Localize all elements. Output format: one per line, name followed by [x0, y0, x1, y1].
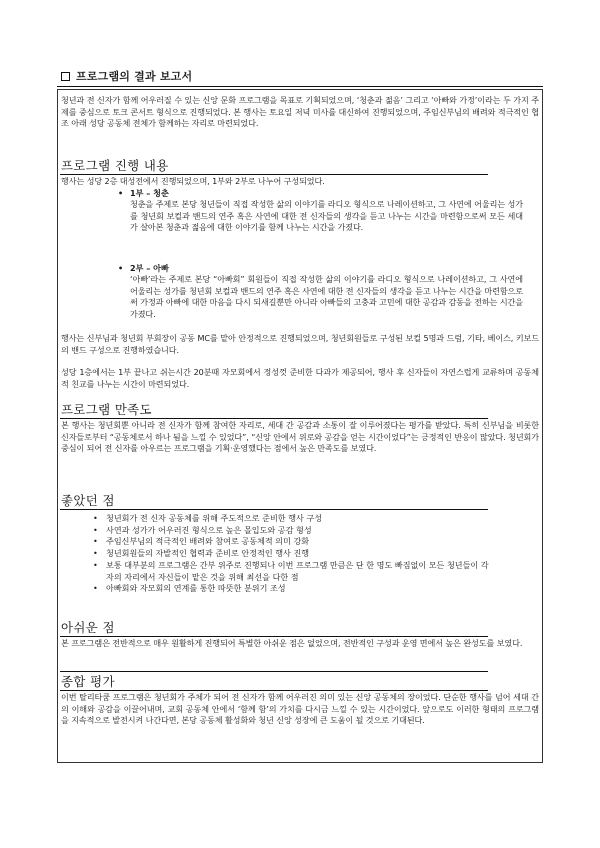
title-rule	[57, 86, 543, 87]
part1-title: • 1부 – 청춘	[118, 188, 169, 198]
section-heading-satisfaction: 프로그램 만족도	[61, 402, 152, 417]
section-rule-overall-top	[60, 671, 488, 672]
section-heading-progress: 프로그램 진행 내용	[61, 158, 169, 173]
part1-body: 청춘을 주제로 본당 청년들이 직접 작성한 삶의 이야기를 라디오 형식으로 나레이션하고, 그 사연에 어울리는 성가를 청년회 보컬과 밴드의 연주 혹은 사연에 대한 전 신자들의 생각을 듣고 나누는 시간을 마련함으로써 모든 세대가 살아본 청춘과 젊음에 대한 이야기를 함께 나누는 시간을 가졌다.	[130, 199, 523, 233]
satisfaction-body: 본 행사는 청년회뿐 아니라 전 신자가 함께 참여한 자리로, 세대 간 공감과 소통이 잘 이루어졌다는 평가를 받았다. 특히 신부님을 비롯한 신자들로부터 “공동체로서 하나 됨을 느낄 수 있었다”, “신앙 안에서 위로와 공감을 얻는 시간이었다”는 긍정적인 반응이 많았다. 청년회가 중심이 되어 전 신자를 아우르는 프로그램을 기획·운영했다는 점에서 높은 만족도를 보였다.	[61, 420, 539, 453]
list-item: • 청년회원들의 자발적인 협력과 준비로 안정적인 행사 진행	[93, 548, 310, 559]
overall-body: 이번 탈리타쿰 프로그램은 청년회가 주체가 되어 전 신자가 함께 어우러진 의미 있는 신앙 공동체의 장이었다. 단순한 행사를 넘어 세대 간의 이해와 공감을 이끌어내며, 교회 공동체 안에서 ‘함께 함’의 가치를 다시금 느낄 수 있는 시간이었다. 앞으로도 이러한 형태의 프로그램을 지속적으로 발전시켜 나간다면, 본당 공동체 활성화와 청년 신앙 성장에 큰 도움이 될 것으로 기대된다.	[61, 692, 539, 725]
section-heading-good: 좋았던 점	[61, 493, 115, 508]
section-rule-progress	[60, 174, 488, 175]
regret-body: 본 프로그램은 전반적으로 매우 원활하게 진행되어 특별한 아쉬운 점은 없었으며, 전반적인 구성과 운영 면에서 높은 완성도를 보였다.	[61, 638, 523, 648]
section-rule-satisfaction	[60, 418, 488, 419]
intro-paragraph: 청년과 전 신자가 함께 어우러질 수 있는 신앙 문화 프로그램을 목표로 기획되었으며, ‘청춘과 젊음’ 그리고 ‘아빠와 가정’이라는 두 가지 주제를 중심으로 토크 콘서트 형식으로 진행되었다. 본 행사는 토요일 저녁 미사를 대신하여 진행되었으며, 주임신부님의 배려와 적극적인 협조 아래 성당 공동체 전체가 함께하는 자리로 마련되었다.	[61, 95, 539, 128]
list-item: • 보통 대부분의 프로그램은 간부 위주로 진행되나 이번 프로그램 만큼은 단 한 명도 빠짐없이 모든 청년들이 각자의 자리에서 자신들이 맡은 것을 위해 최선을 다한 점	[93, 559, 489, 582]
progress-after-paragraph: 성당 1층에서는 1부 끝나고 쉬는시간 20분때 자모회에서 정성껏 준비한 다과가 제공되어, 행사 후 신자들이 자연스럽게 교류하며 공동체적 친교를 나누는 시간이 마련되었다.	[61, 367, 539, 389]
document-title-text: 프로그램의 결과 보고서	[76, 70, 193, 83]
good-points-list	[93, 513, 493, 595]
checkbox-square-icon	[61, 72, 70, 81]
list-item: • 청년회가 전 신자 공동체를 위해 주도적으로 준비한 행사 구성	[93, 513, 323, 523]
section-rule-good	[60, 509, 488, 510]
list-item: • 사연과 성가가 어우러진 형식으로 높은 몰입도와 공감 형성	[93, 524, 312, 535]
part2-body: ‘아빠’라는 주제로 본당 “아빠회” 회원들이 직접 작성한 삶의 이야기를 라디오 형식으로 나레이션하고, 그 사연에 어울리는 성가를 청년회 보컬과 밴드의 연주 혹은 사연에 대한 전 신자들의 생각을 듣고 나누는 시간을 마련함으로써 가정과 아빠에 대한 마음을 다시 되새길뿐만 아니라 아빠들의 고충과 고민에 대한 공감과 감동을 전하는 시간을 가졌다.	[130, 274, 523, 319]
section-rule-overall	[60, 690, 488, 691]
progress-mc-paragraph: 행사는 신부님과 청년회 부회장이 공동 MC를 맡아 안정적으로 진행되었으며, 청년회원들로 구성된 보컬 5명과 드럼, 기타, 베이스, 키보드의 밴드 구성으로 진행하였습니다.	[61, 333, 539, 355]
part2-title: • 2부 – 아빠	[118, 263, 169, 273]
document-title	[61, 68, 192, 84]
section-rule-regret	[60, 636, 488, 637]
progress-lead: 행사는 성당 2층 대성전에서 진행되었으며, 1부와 2부로 나누어 구성되었다.	[61, 176, 325, 186]
list-item: • 주임신부님의 적극적인 배려와 참여로 공동체적 의미 강화	[93, 536, 310, 547]
section-heading-regret: 아쉬운 점	[61, 620, 115, 635]
list-item: • 아빠회와 자모회의 연계를 통한 따뜻한 분위기 조성	[93, 583, 286, 594]
section-heading-overall: 종합 평가	[61, 674, 115, 689]
